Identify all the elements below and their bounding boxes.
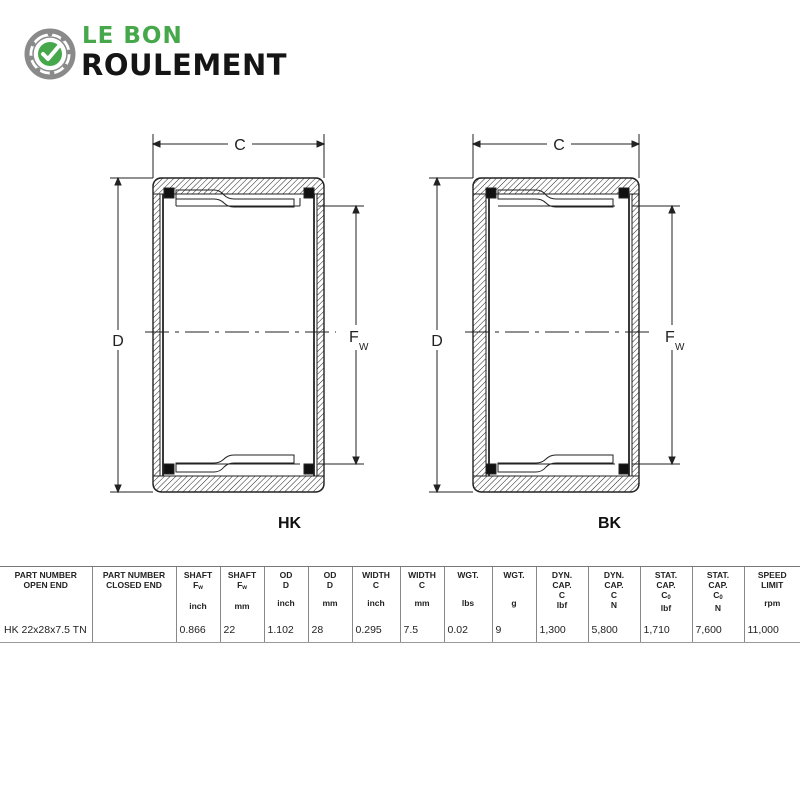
- column-header: WGT. g: [492, 567, 536, 619]
- hk-dim-d: D: [112, 333, 124, 350]
- table-cell: 11,000: [744, 618, 800, 643]
- table-cell: [92, 618, 176, 643]
- brand-name-line2: ROULEMENT: [81, 48, 288, 82]
- table-cell: 9: [492, 618, 536, 643]
- bearing-checkmark-icon: [24, 28, 76, 80]
- table-cell: 7.5: [400, 618, 444, 643]
- bk-dim-c: C: [553, 137, 565, 154]
- table-cell: 0.02: [444, 618, 492, 643]
- bk-drawing: [429, 134, 680, 492]
- column-header: PART NUMBER OPEN END: [0, 567, 92, 619]
- bk-dim-d: D: [431, 333, 443, 350]
- column-header: STAT. CAP. $C_0$ lbf: [640, 567, 692, 619]
- hk-dim-fw-sub: W: [359, 342, 369, 353]
- table-cell: HK 22x28x7.5 TN: [0, 618, 92, 643]
- column-header: SPEED LIMIT rpm: [744, 567, 800, 619]
- table-cell: 22: [220, 618, 264, 643]
- column-header: STAT. CAP. $C_0$ N: [692, 567, 744, 619]
- column-header: OD D mm: [308, 567, 352, 619]
- table-cell: 1.102: [264, 618, 308, 643]
- bearing-drawing: [0, 120, 800, 560]
- table-cell: 28: [308, 618, 352, 643]
- table-cell: 5,800: [588, 618, 640, 643]
- column-header: PART NUMBER CLOSED END: [92, 567, 176, 619]
- spec-table: [0, 566, 800, 643]
- brand-name-line1: LE BON: [82, 23, 183, 49]
- hk-dim-fw: F: [349, 329, 359, 346]
- hk-dim-c: C: [234, 137, 246, 154]
- table-cell: 1,300: [536, 618, 588, 643]
- column-header: OD D inch: [264, 567, 308, 619]
- bk-dim-fw-sub: W: [675, 342, 685, 353]
- table-header-row: [0, 567, 800, 619]
- hk-drawing: [110, 134, 364, 492]
- table-body: [0, 618, 800, 643]
- table-cell: 0.866: [176, 618, 220, 643]
- bk-dim-fw: F: [665, 329, 675, 346]
- bk-label: BK: [598, 515, 622, 532]
- column-header: SHAFT $F_w$ inch: [176, 567, 220, 619]
- column-header: WIDTH C mm: [400, 567, 444, 619]
- column-header: WGT. lbs: [444, 567, 492, 619]
- column-header: WIDTH C inch: [352, 567, 400, 619]
- table-cell: 0.295: [352, 618, 400, 643]
- column-header: DYN. CAP. C lbf: [536, 567, 588, 619]
- table-cell: 1,710: [640, 618, 692, 643]
- column-header: DYN. CAP. C N: [588, 567, 640, 619]
- hk-label: HK: [278, 515, 302, 532]
- table-row: [0, 618, 800, 643]
- table-cell: 7,600: [692, 618, 744, 643]
- column-header: SHAFT $F_w$ mm: [220, 567, 264, 619]
